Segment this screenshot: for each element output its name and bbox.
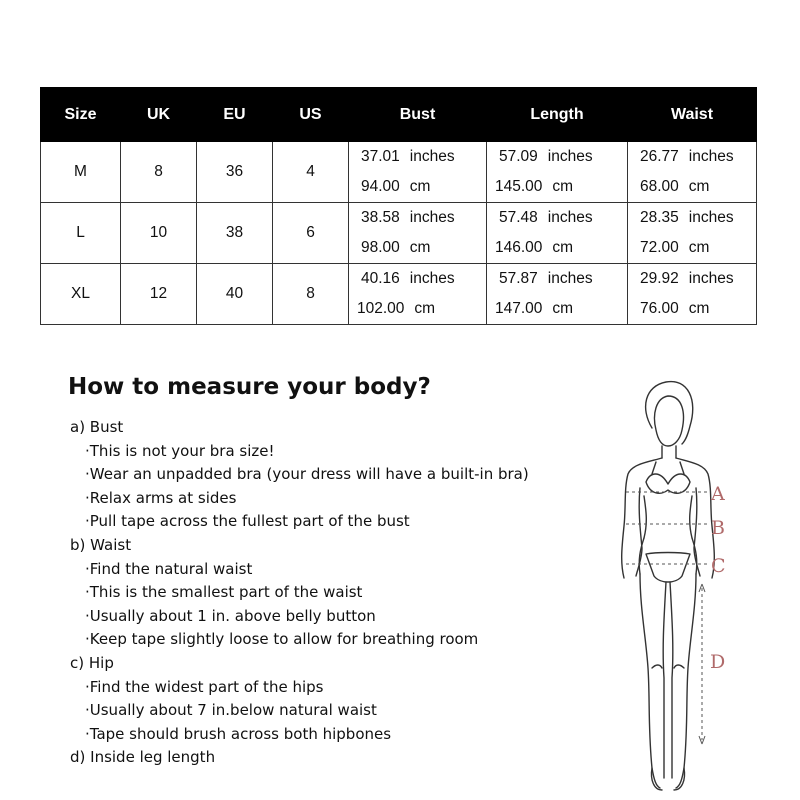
header-uk: UK <box>121 88 197 142</box>
header-bust: Bust <box>349 88 487 142</box>
cell-size: L <box>41 203 121 264</box>
bust-cm-value: 98.00 <box>361 239 400 256</box>
cell-uk: 8 <box>121 142 197 203</box>
cell-us: 6 <box>273 203 349 264</box>
cell-us: 8 <box>273 264 349 325</box>
cell-uk: 12 <box>121 264 197 325</box>
body-outline-illustration <box>590 378 750 798</box>
waist-cm-value: 72.00 <box>640 239 679 256</box>
cell-eu: 38 <box>197 203 273 264</box>
table-row <box>41 203 757 264</box>
instruction-item: ·Pull tape across the fullest part of the bust <box>85 512 410 531</box>
waist-inches-value: 28.35 <box>640 209 679 226</box>
guide-title: How to measure your body? <box>68 374 431 400</box>
cm-unit: cm <box>414 300 436 317</box>
waist-cm-value: 68.00 <box>640 178 679 195</box>
instruction-item: ·Find the widest part of the hips <box>85 677 324 696</box>
length-inches-value: 57.09 <box>499 148 538 165</box>
bust-inches-value: 37.01 <box>361 148 400 165</box>
instruction-item: ·Tape should brush across both hipbones <box>85 724 392 743</box>
bust-cm-value: 102.00 <box>357 300 405 317</box>
instruction-item: ·Usually about 1 in. above belly button <box>85 606 376 625</box>
cell-length <box>487 142 628 203</box>
label-a: A <box>711 483 725 505</box>
instruction-item: ·Usually about 7 in.below natural waist <box>85 701 377 720</box>
length-inches-value: 57.48 <box>499 209 538 226</box>
inches-unit: inches <box>547 209 593 226</box>
cell-size: XL <box>41 264 121 325</box>
bust-inches-value: 38.58 <box>361 209 400 226</box>
label-b: B <box>711 517 725 539</box>
header-eu: EU <box>197 88 273 142</box>
size-chart-table <box>40 87 757 325</box>
cell-bust <box>349 203 487 264</box>
inches-unit: inches <box>688 270 734 287</box>
cell-length <box>487 264 628 325</box>
inches-unit: inches <box>688 209 734 226</box>
cell-bust <box>349 142 487 203</box>
cm-unit: cm <box>688 178 710 195</box>
measurement-instructions <box>70 416 529 770</box>
section-heading: a) Bust <box>70 418 124 436</box>
cm-unit: cm <box>688 239 710 256</box>
inches-unit: inches <box>409 148 455 165</box>
instruction-item: ·Keep tape slightly loose to allow for breathing room <box>85 630 479 649</box>
cell-waist <box>628 142 757 203</box>
cm-unit: cm <box>552 300 574 317</box>
cell-size: M <box>41 142 121 203</box>
header-length: Length <box>487 88 628 142</box>
label-d: D <box>710 651 726 673</box>
waist-inches-value: 26.77 <box>640 148 679 165</box>
waist-cm-value: 76.00 <box>640 300 679 317</box>
instruction-item: ·Relax arms at sides <box>85 488 237 507</box>
cm-unit: cm <box>688 300 710 317</box>
cell-waist <box>628 264 757 325</box>
instruction-item: ·This is the smallest part of the waist <box>85 583 363 602</box>
section-heading: b) Waist <box>70 535 132 554</box>
cell-waist <box>628 203 757 264</box>
instruction-item: ·This is not your bra size! <box>85 441 275 460</box>
cm-unit: cm <box>409 178 431 195</box>
section-heading: c) Hip <box>70 653 114 672</box>
body-measurement-figure <box>590 378 750 798</box>
cm-unit: cm <box>552 178 574 195</box>
inches-unit: inches <box>547 148 593 165</box>
instruction-item: ·Wear an unpadded bra (your dress will have a built-in bra) <box>85 465 529 484</box>
cm-unit: cm <box>552 239 574 256</box>
bust-inches-value: 40.16 <box>361 270 400 287</box>
cm-unit: cm <box>409 239 431 256</box>
label-c: C <box>711 555 726 577</box>
waist-inches-value: 29.92 <box>640 270 679 287</box>
table-row <box>41 264 757 325</box>
bust-cm-value: 94.00 <box>361 178 400 195</box>
inches-unit: inches <box>409 270 455 287</box>
table-row <box>41 142 757 203</box>
length-cm-value: 145.00 <box>495 178 543 195</box>
length-cm-value: 147.00 <box>495 300 543 317</box>
inches-unit: inches <box>688 148 734 165</box>
instruction-item: ·Find the natural waist <box>85 559 253 578</box>
section-heading: d) Inside leg length <box>70 748 216 767</box>
inches-unit: inches <box>409 209 455 226</box>
header-size: Size <box>41 88 121 142</box>
length-inches-value: 57.87 <box>499 270 538 287</box>
table-header-row <box>41 88 757 142</box>
cell-eu: 40 <box>197 264 273 325</box>
cell-uk: 10 <box>121 203 197 264</box>
length-cm-value: 146.00 <box>495 239 543 256</box>
header-us: US <box>273 88 349 142</box>
cell-length <box>487 203 628 264</box>
inches-unit: inches <box>547 270 593 287</box>
cell-bust <box>349 264 487 325</box>
cell-us: 4 <box>273 142 349 203</box>
header-waist: Waist <box>628 88 757 142</box>
cell-eu: 36 <box>197 142 273 203</box>
